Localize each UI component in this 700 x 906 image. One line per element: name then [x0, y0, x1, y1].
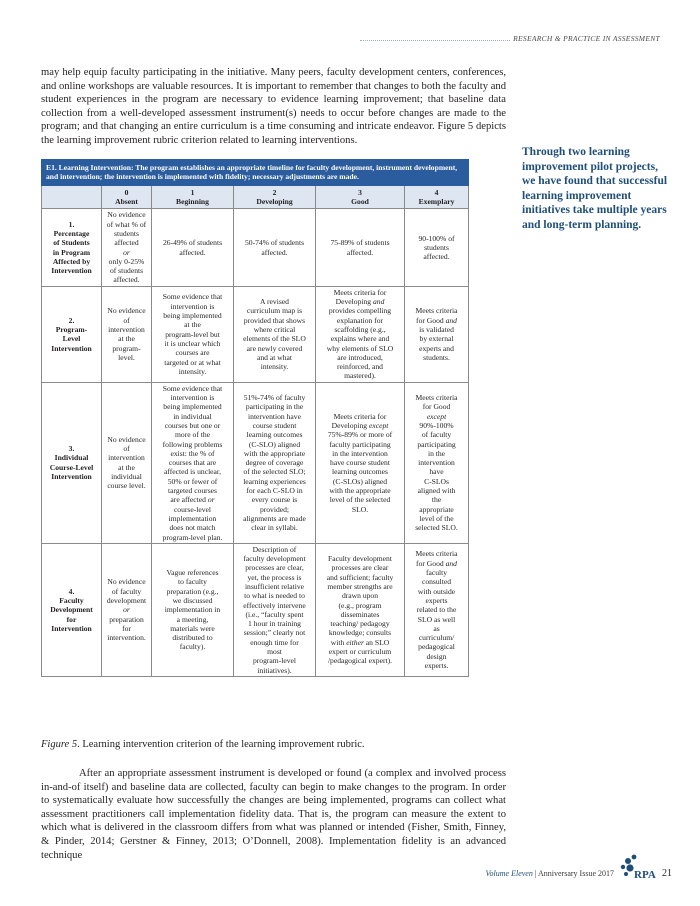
cell-line: faculty: [425, 568, 448, 578]
cell-line: scaffolding (e.g.,: [334, 324, 386, 334]
cell-line: C-SLOs: [424, 476, 449, 486]
cell-line: Developing except: [331, 420, 389, 430]
cell-line: it is unclear which: [164, 338, 221, 348]
score-number: 0: [124, 187, 129, 197]
cell-line: Meets criteria for: [333, 411, 387, 421]
row-header-line: Program-: [55, 324, 88, 334]
row-header-line: of Students: [53, 238, 90, 248]
score-label: Good: [351, 197, 369, 207]
cell-line: intervention: [418, 458, 455, 468]
rubric-cell: [102, 543, 152, 676]
rubric-cell: [405, 286, 469, 382]
cell-line: /pedagogical expert).: [327, 656, 393, 666]
cell-line: course student: [252, 420, 297, 430]
cell-line: processes are clear: [331, 563, 389, 573]
score-header-2: [234, 185, 316, 209]
rubric-cell: [152, 286, 234, 382]
cell-line: for each C-SLO in: [246, 486, 303, 496]
rubric-cell: [102, 382, 152, 543]
cell-line: affected is unclear,: [163, 467, 222, 477]
cell-line: 51%-74% of faculty: [243, 393, 306, 403]
cell-line: have course student: [330, 458, 390, 468]
score-number: 1: [190, 187, 195, 197]
cell-line: exist: the % of: [170, 448, 215, 458]
rubric-cell: [234, 543, 316, 676]
cell-line: at the: [118, 462, 135, 472]
cell-line: affected.: [423, 252, 450, 262]
rubric-cell: [152, 209, 234, 286]
cell-line: distributed to: [172, 633, 213, 643]
cell-line: program-level: [252, 656, 296, 666]
pull-quote: Through two learning improvement pilot projects, we have found that successful learning improvement initiatives take multiple years and long-term planning.: [522, 146, 668, 231]
cell-line: of faculty: [421, 430, 452, 440]
table-row: [42, 543, 469, 676]
score-number: 2: [272, 187, 277, 197]
cell-line: (e.g., program: [338, 600, 382, 610]
cell-line: intervention have: [248, 411, 301, 421]
cell-line: consulted: [421, 577, 452, 587]
cell-line: why elements of SLO: [326, 343, 394, 353]
cell-line: intervention: [108, 453, 145, 463]
table-row: [42, 382, 469, 543]
cell-line: materials were: [170, 623, 215, 633]
row-header-line: 1.: [68, 219, 75, 229]
row-header-line: 3.: [68, 444, 75, 454]
cell-line: program-level but: [165, 329, 220, 339]
cell-line: learning outcomes: [332, 467, 388, 477]
cell-line: related to the: [416, 605, 457, 615]
cell-line: affected.: [346, 247, 374, 257]
score-number: 4: [434, 187, 439, 197]
rubric-cell: [152, 543, 234, 676]
cell-line: design: [426, 651, 447, 661]
cell-line: provided;: [259, 504, 290, 514]
cell-line: does not match: [169, 523, 216, 533]
cell-line: being implemented: [163, 311, 222, 321]
cell-line: Some evidence that: [162, 292, 223, 302]
paragraph-bottom: [41, 767, 506, 862]
cell-line: explanation for: [336, 315, 384, 325]
cell-line: at the: [118, 334, 135, 344]
cell-line: only 0-25%: [108, 256, 145, 266]
cell-line: Vague references: [166, 568, 219, 578]
rubric-cell: [102, 209, 152, 286]
cell-line: are introduced,: [337, 352, 383, 362]
score-header-4: [405, 185, 469, 209]
cell-line: participating in the: [245, 402, 304, 412]
cell-line: of: [123, 444, 130, 454]
cell-line: faculty participating: [329, 439, 391, 449]
cell-line: with the appropriate: [243, 448, 306, 458]
cell-line: intensity.: [260, 362, 289, 372]
cell-line: to what is needed to: [244, 591, 305, 601]
row-header: [42, 209, 102, 286]
cell-line: 90-100% of: [418, 233, 455, 243]
score-number: 3: [358, 187, 362, 197]
paragraph-bottom-text: After an appropriate assessment instrument is developed or found (a complex and involved process in-and-of itself) and baseline data are collected, faculty can begin to make changes to the program. In order to systematically evaluate how successfully the changes are being implemented, programs can collect what assessment practitioners call implementation fidelity data. That is, the program can measure the extent to which what is delivered in the classroom differs from what was planned or intended (Fisher, Smith, Finney, & Pinder, 2014; Gerstner & Finney, 2013; O’Donnell, 2008). Implementation fidelity is an advanced technique: [41, 768, 506, 861]
cell-line: (i.e., “faculty spent: [245, 609, 304, 619]
cell-line: disseminates: [340, 609, 380, 619]
cell-line: insufficient relative: [244, 581, 305, 591]
cell-line: aligned with: [417, 486, 456, 496]
cell-line: affected.: [113, 275, 140, 285]
cell-line: of the selected SLO;: [243, 467, 306, 477]
cell-line: No evidence: [107, 210, 146, 220]
score-label: Beginning: [176, 197, 209, 207]
score-header-1: [152, 185, 234, 209]
cell-line: of faculty: [111, 586, 142, 596]
figure-caption: [41, 739, 365, 750]
running-header: RESEARCH & PRACTICE IN ASSESSMENT: [513, 34, 660, 43]
score-header-row: [42, 185, 469, 209]
rubric-cell: [316, 382, 405, 543]
cell-line: for: [122, 623, 131, 633]
cell-line: intervention is: [170, 301, 215, 311]
cell-line: or: [123, 247, 130, 257]
score-label: Exemplary: [418, 197, 455, 207]
header-rule: [360, 40, 510, 41]
row-header-line: Intervention: [51, 623, 92, 633]
cell-line: where critical: [253, 324, 296, 334]
cell-line: teaching/ pedagogy: [330, 619, 390, 629]
cell-line: courses are: [175, 348, 210, 358]
footer-issue: | Anniversary Issue 2017: [532, 869, 614, 878]
cell-line: level.: [118, 352, 135, 362]
rubric-title: E1. Learning Intervention: The program establishes an appropriate timeline for faculty development, instrument development, and intervention; the intervention is implemented with fidelity; necessary adjustments are made.: [42, 160, 469, 186]
cell-line: Meets criteria: [415, 549, 458, 559]
caption-text: . Learning intervention criterion of the learning improvement rubric.: [77, 739, 365, 750]
rubric-cell: [234, 286, 316, 382]
cell-line: experts.: [424, 661, 449, 670]
row-header-line: Level: [62, 334, 81, 344]
cell-line: have: [429, 467, 444, 477]
cell-line: students.: [423, 352, 450, 362]
cell-line: 75-89% of students: [330, 238, 390, 248]
rubric-cell: [316, 209, 405, 286]
cell-line: or: [123, 605, 130, 615]
cell-line: affected: [114, 238, 139, 248]
cell-line: 50-74% of students: [244, 238, 305, 248]
cell-line: as: [433, 623, 440, 633]
cell-line: the: [431, 495, 442, 505]
cell-line: and at what: [256, 352, 292, 362]
cell-line: pedagogical: [418, 642, 455, 652]
cell-line: yet, the process is: [247, 572, 302, 582]
cell-line: reinforced, and: [337, 362, 383, 372]
cell-line: following problems: [162, 439, 223, 449]
cell-line: except: [426, 411, 447, 421]
cell-line: of students: [109, 266, 144, 276]
rpa-logo: [618, 852, 656, 884]
cell-line: for Good: [422, 402, 451, 412]
cell-line: Some evidence that: [162, 383, 223, 393]
cell-line: program-: [112, 343, 141, 353]
cell-line: Meets criteria for: [333, 287, 387, 297]
cell-line: provided that shows: [243, 315, 306, 325]
cell-line: (C-SLO) aligned: [248, 439, 301, 449]
row-header-line: in Program: [52, 247, 91, 257]
cell-line: courses that are: [168, 458, 217, 468]
cell-line: expert or curriculum: [328, 647, 392, 657]
cell-line: mastered).: [344, 371, 376, 381]
footer: [486, 869, 614, 878]
cell-line: in the: [427, 448, 446, 458]
row-header-line: Intervention: [51, 343, 92, 353]
caption-label: Figure 5: [41, 739, 78, 750]
cell-line: clear in syllabi.: [251, 523, 298, 533]
cell-line: intervention: [108, 324, 145, 334]
cell-line: drawn upon: [341, 591, 379, 601]
rubric-cell: [405, 209, 469, 286]
rubric-cell: [102, 286, 152, 382]
cell-line: targeted or at what: [164, 357, 221, 367]
cell-line: 1 hour in training: [248, 619, 301, 629]
cell-line: elements of the SLO: [243, 334, 306, 344]
cell-line: development: [106, 595, 147, 605]
row-header-line: Faculty: [59, 595, 84, 605]
cell-line: processes are clear,: [245, 563, 304, 573]
rubric-cell: [316, 543, 405, 676]
cell-line: provides compelling: [328, 306, 392, 316]
rubric-cell: [316, 286, 405, 382]
cell-line: enough time for: [250, 637, 299, 647]
cell-line: intervention.: [107, 633, 146, 643]
paragraph-top: may help equip faculty participating in the initiative. Many peers, faculty development centers, conferences, and online workshops are valuable resources. It is important to remember that changes to both the faculty and student experiences in the program are necessary to evidence learning improvement; that baseline data collection from a well-developed assessment instrument(s) needs to occur before changes are made to the program; and that changing an entire curriculum is a time consuming and intricate endeavor. Figure 5 depicts the learning improvement rubric criterion related to learning interventions.: [41, 67, 506, 146]
cell-line: degree of coverage: [245, 458, 304, 468]
cell-line: with either an SLO: [330, 637, 390, 647]
row-header-line: Course-Level: [49, 462, 94, 472]
cell-line: a meeting,: [176, 614, 209, 624]
cell-line: Description of: [252, 544, 297, 554]
rubric-cell: [405, 543, 469, 676]
cell-line: implementation: [168, 513, 217, 523]
row-header: [42, 286, 102, 382]
cell-line: most: [267, 647, 282, 657]
cell-line: course level.: [107, 481, 146, 491]
rubric-cell: [234, 209, 316, 286]
cell-line: Faculty development: [328, 554, 392, 564]
score-header-3: [316, 185, 405, 209]
cell-line: students: [424, 242, 449, 252]
rubric-table: [41, 159, 469, 677]
cell-line: level of the selected: [329, 495, 391, 505]
cell-line: No evidence: [107, 434, 146, 444]
cell-line: more of the: [174, 430, 210, 440]
cell-line: SLO as well: [417, 614, 456, 624]
cell-line: intensity.: [178, 366, 207, 376]
cell-line: appropriate: [419, 504, 454, 514]
cell-line: Meets criteria: [415, 393, 458, 403]
cell-line: learning experiences: [243, 476, 306, 486]
rubric-figure: [41, 159, 468, 677]
cell-line: No evidence: [107, 306, 146, 316]
cell-line: session;” clearly not: [243, 628, 306, 638]
logo-text: RPA: [634, 869, 656, 881]
cell-line: knowledge; consults: [328, 628, 392, 638]
cell-line: for Good and: [416, 315, 457, 325]
cell-line: experts and: [419, 343, 454, 353]
cell-line: students: [114, 229, 139, 238]
cell-line: explains where and: [330, 334, 390, 344]
rubric-cell: [234, 382, 316, 543]
table-row: [42, 209, 469, 286]
cell-line: individual: [111, 472, 142, 482]
cell-line: with the appropriate: [329, 486, 391, 496]
rubric-body: [42, 209, 469, 677]
cell-line: 26-49% of students: [162, 238, 223, 248]
table-row: [42, 286, 469, 382]
row-header-line: Individual: [54, 453, 89, 463]
row-header-line: Affected by: [52, 256, 91, 266]
cell-line: program-level plan.: [162, 532, 223, 542]
cell-line: are affected or: [170, 495, 215, 505]
cell-line: faculty development: [243, 554, 306, 564]
cell-line: affected.: [261, 247, 288, 257]
cell-line: and sufficient; faculty: [326, 572, 394, 582]
row-header-line: 4.: [68, 586, 75, 596]
cell-line: curriculum map is: [246, 306, 303, 316]
cell-line: 50% or fewer of: [167, 476, 218, 486]
cell-line: faculty).: [179, 642, 206, 652]
cell-line: learning outcomes: [246, 430, 303, 440]
cell-line: by external: [419, 334, 454, 344]
cell-line: 75%-89% or more of: [327, 430, 393, 440]
cell-line: experts: [425, 595, 448, 605]
row-header-line: Percentage: [53, 229, 90, 238]
cell-line: preparation: [109, 614, 144, 624]
row-header-line: Intervention: [51, 472, 92, 482]
cell-line: alignments are made: [243, 513, 306, 523]
page-number: 21: [662, 868, 672, 879]
row-header: [42, 382, 102, 543]
cell-line: SLO.: [351, 504, 369, 514]
row-header-line: Development: [50, 605, 93, 615]
cell-line: level of the: [419, 513, 454, 523]
cell-line: at the: [184, 320, 201, 330]
score-label: Absent: [115, 197, 138, 207]
cell-line: of what % of: [106, 219, 147, 229]
cell-line: (C-SLOs) aligned: [332, 476, 388, 486]
cell-line: Meets criteria: [415, 306, 458, 316]
cell-line: are newly covered: [246, 343, 303, 353]
cell-line: with outside: [417, 586, 456, 596]
row-header-line: 2.: [68, 315, 75, 325]
cell-line: initiatives).: [257, 665, 292, 675]
cell-line: Developing and: [335, 297, 385, 307]
score-header-blank: [42, 185, 102, 209]
cell-line: preparation (e.g.,: [166, 586, 219, 596]
cell-line: in the intervention: [332, 448, 388, 458]
footer-volume: Volume Eleven: [485, 869, 533, 878]
cell-line: A revised: [260, 297, 289, 307]
rubric-cell: [405, 382, 469, 543]
cell-line: is validated: [419, 324, 454, 334]
cell-line: being implemented: [163, 402, 222, 412]
row-header: [42, 543, 102, 676]
rubric-cell: [152, 382, 234, 543]
cell-line: course-level: [173, 504, 212, 514]
cell-line: courses but one or: [164, 420, 221, 430]
cell-line: implementation in: [164, 605, 221, 615]
cell-line: for Good and: [416, 558, 457, 568]
cell-line: No evidence: [107, 577, 146, 587]
row-header-line: for: [66, 614, 77, 624]
cell-line: targeted courses: [168, 486, 217, 496]
score-label: Developing: [256, 197, 293, 207]
cell-line: member strengths are: [327, 581, 393, 591]
cell-line: in individual: [173, 411, 212, 421]
cell-line: selected SLO.: [415, 523, 458, 533]
row-header-line: Intervention: [51, 266, 92, 276]
cell-line: curriculum/: [418, 633, 455, 643]
cell-line: participating: [417, 439, 456, 449]
cell-line: to faculty: [178, 577, 207, 587]
cell-line: affected.: [179, 247, 206, 257]
cell-line: of: [123, 315, 130, 325]
score-header-0: [102, 185, 152, 209]
cell-line: intervention is: [170, 393, 215, 403]
cell-line: every course is: [251, 495, 298, 505]
cell-line: effectively intervene: [243, 600, 306, 610]
cell-line: we discussed: [172, 595, 213, 605]
cell-line: 90%-100%: [419, 420, 454, 430]
